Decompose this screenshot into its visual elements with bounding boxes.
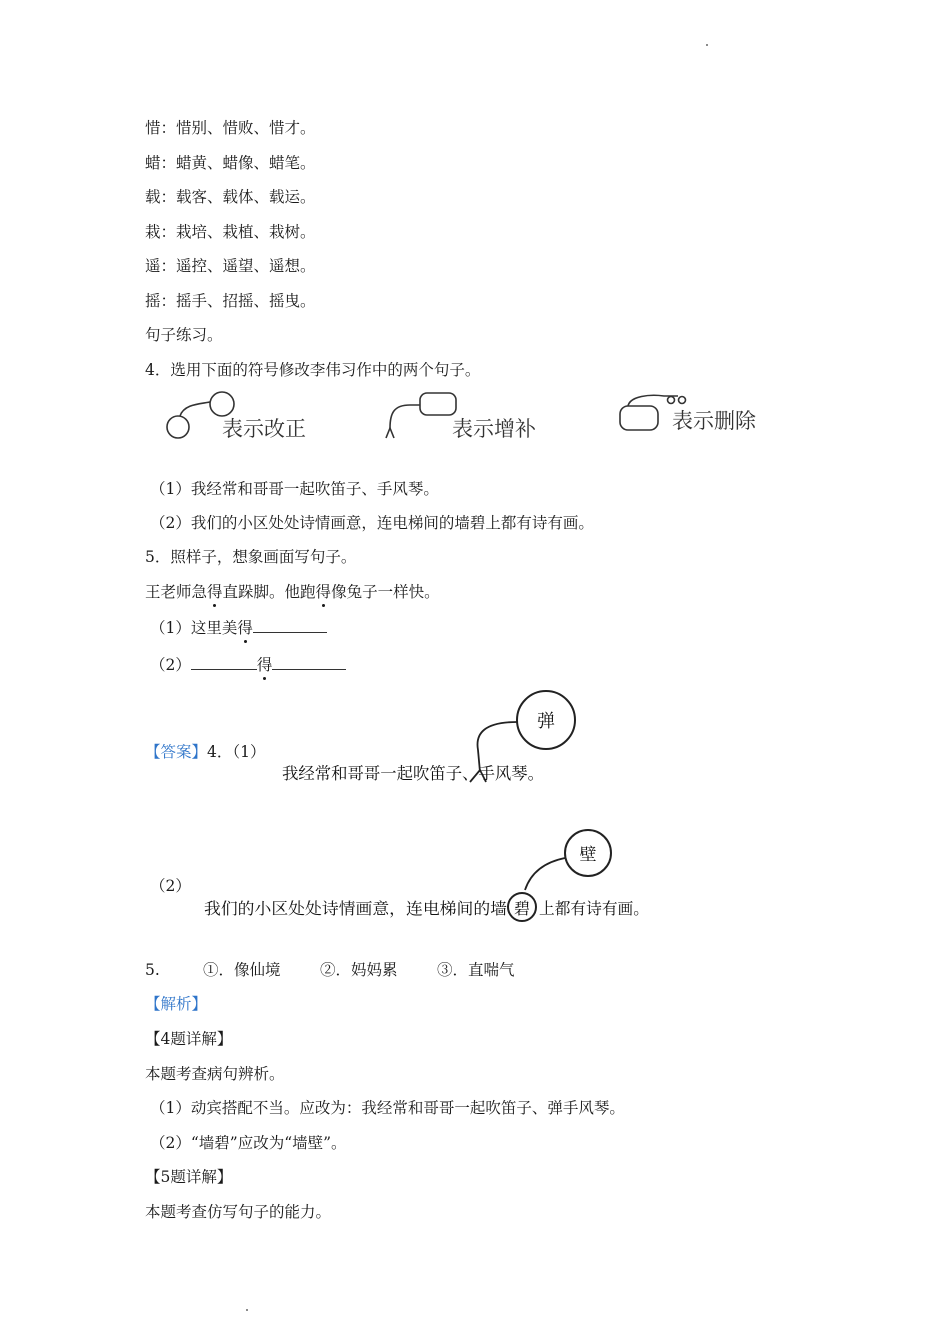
- word-line: 遥：遥控、遥望、遥想。: [145, 257, 316, 275]
- insert-symbol-icon: [386, 393, 456, 438]
- q4-item: （2）我们的小区处处诗情画意，连电梯间的墙碧上都有诗有画。: [150, 514, 594, 532]
- answer-q5-b: ②．妈妈累: [320, 961, 398, 979]
- answer-label-2: （2）: [150, 877, 191, 895]
- q4-prompt: 4．选用下面的符号修改李伟习作中的两个句子。: [145, 361, 481, 379]
- correct-word: 壁: [579, 845, 597, 865]
- answer-q5-a: ①．像仙境: [203, 961, 281, 979]
- q4-item: （1）我经常和哥哥一起吹笛子、手风琴。: [150, 480, 439, 498]
- symbol-label-correct: 表示改正: [222, 417, 306, 441]
- analysis-q4-head: 【4题详解】: [145, 1030, 233, 1048]
- analysis-q4-p1: （1）动宾搭配不当。应改为：我经常和哥哥一起吹笛子、弹手风琴。: [150, 1099, 625, 1117]
- q5-prompt: 5．照样子，想象画面写句子。: [145, 548, 357, 566]
- wrong-word: 碧: [513, 899, 531, 918]
- analysis-q4-p2: （2）“墙碧”应改为“墙壁”。: [150, 1134, 347, 1152]
- answer-blank[interactable]: [272, 655, 346, 670]
- word-line: 载：载客、载体、载运。: [145, 188, 316, 206]
- answer-sentence-1: 我经常和哥哥一起吹笛子、手风琴。: [282, 764, 544, 783]
- answer-line: [145, 742, 266, 762]
- answer-q5-num: 5.: [145, 961, 160, 979]
- emphasis-char: 得: [207, 583, 223, 601]
- answer-blank[interactable]: [191, 655, 257, 670]
- analysis-q5-head: 【5题详解】: [145, 1168, 233, 1186]
- analysis-q4-intro: 本题考查病句辨析。: [145, 1065, 285, 1083]
- analysis-q5-intro: 本题考查仿写句子的能力。: [145, 1203, 332, 1221]
- emphasis-char: 得: [237, 619, 253, 637]
- page-mark-bottom: [246, 1309, 248, 1311]
- proofreading-symbols: [150, 388, 790, 453]
- analysis-tag: 【解析】: [145, 995, 208, 1013]
- answer-sentence-2-before: 我们的小区处处诗情画意，连电梯间的墙: [204, 899, 507, 918]
- q5-example: 王老师急得直跺脚。他跑得像兔子一样快。: [145, 583, 440, 601]
- answer-sentence-2-after: 上都有诗有画。: [539, 899, 649, 918]
- answer-tag: 【答案】: [145, 743, 208, 761]
- symbol-label-insert: 表示增补: [452, 417, 536, 441]
- insert-word: 弹: [537, 711, 555, 732]
- word-line: 蜡：蜡黄、蜡像、蜡笔。: [145, 154, 316, 172]
- emphasis-char: 得: [256, 656, 273, 674]
- answer-q4-label: 4．（1）: [207, 743, 266, 761]
- answer-blank[interactable]: [253, 618, 327, 633]
- word-line: 惜：惜别、惜败、惜才。: [145, 119, 316, 137]
- page-mark-top: [706, 44, 708, 46]
- answer-figure-2: [195, 824, 665, 928]
- answer-q5-c: ③．直喘气: [437, 961, 515, 979]
- word-line: 摇：摇手、招摇、摇曳。: [145, 292, 316, 310]
- word-line: 栽：栽培、栽植、栽树。: [145, 223, 316, 241]
- answer-figure-1: [270, 688, 590, 788]
- q5-item-2: （2） 得: [150, 655, 346, 675]
- symbol-label-delete: 表示删除: [672, 409, 756, 433]
- q5-item-1: （1）这里美得: [150, 618, 327, 638]
- emphasis-char: 得: [315, 583, 332, 601]
- section-heading: 句子练习。: [145, 326, 223, 344]
